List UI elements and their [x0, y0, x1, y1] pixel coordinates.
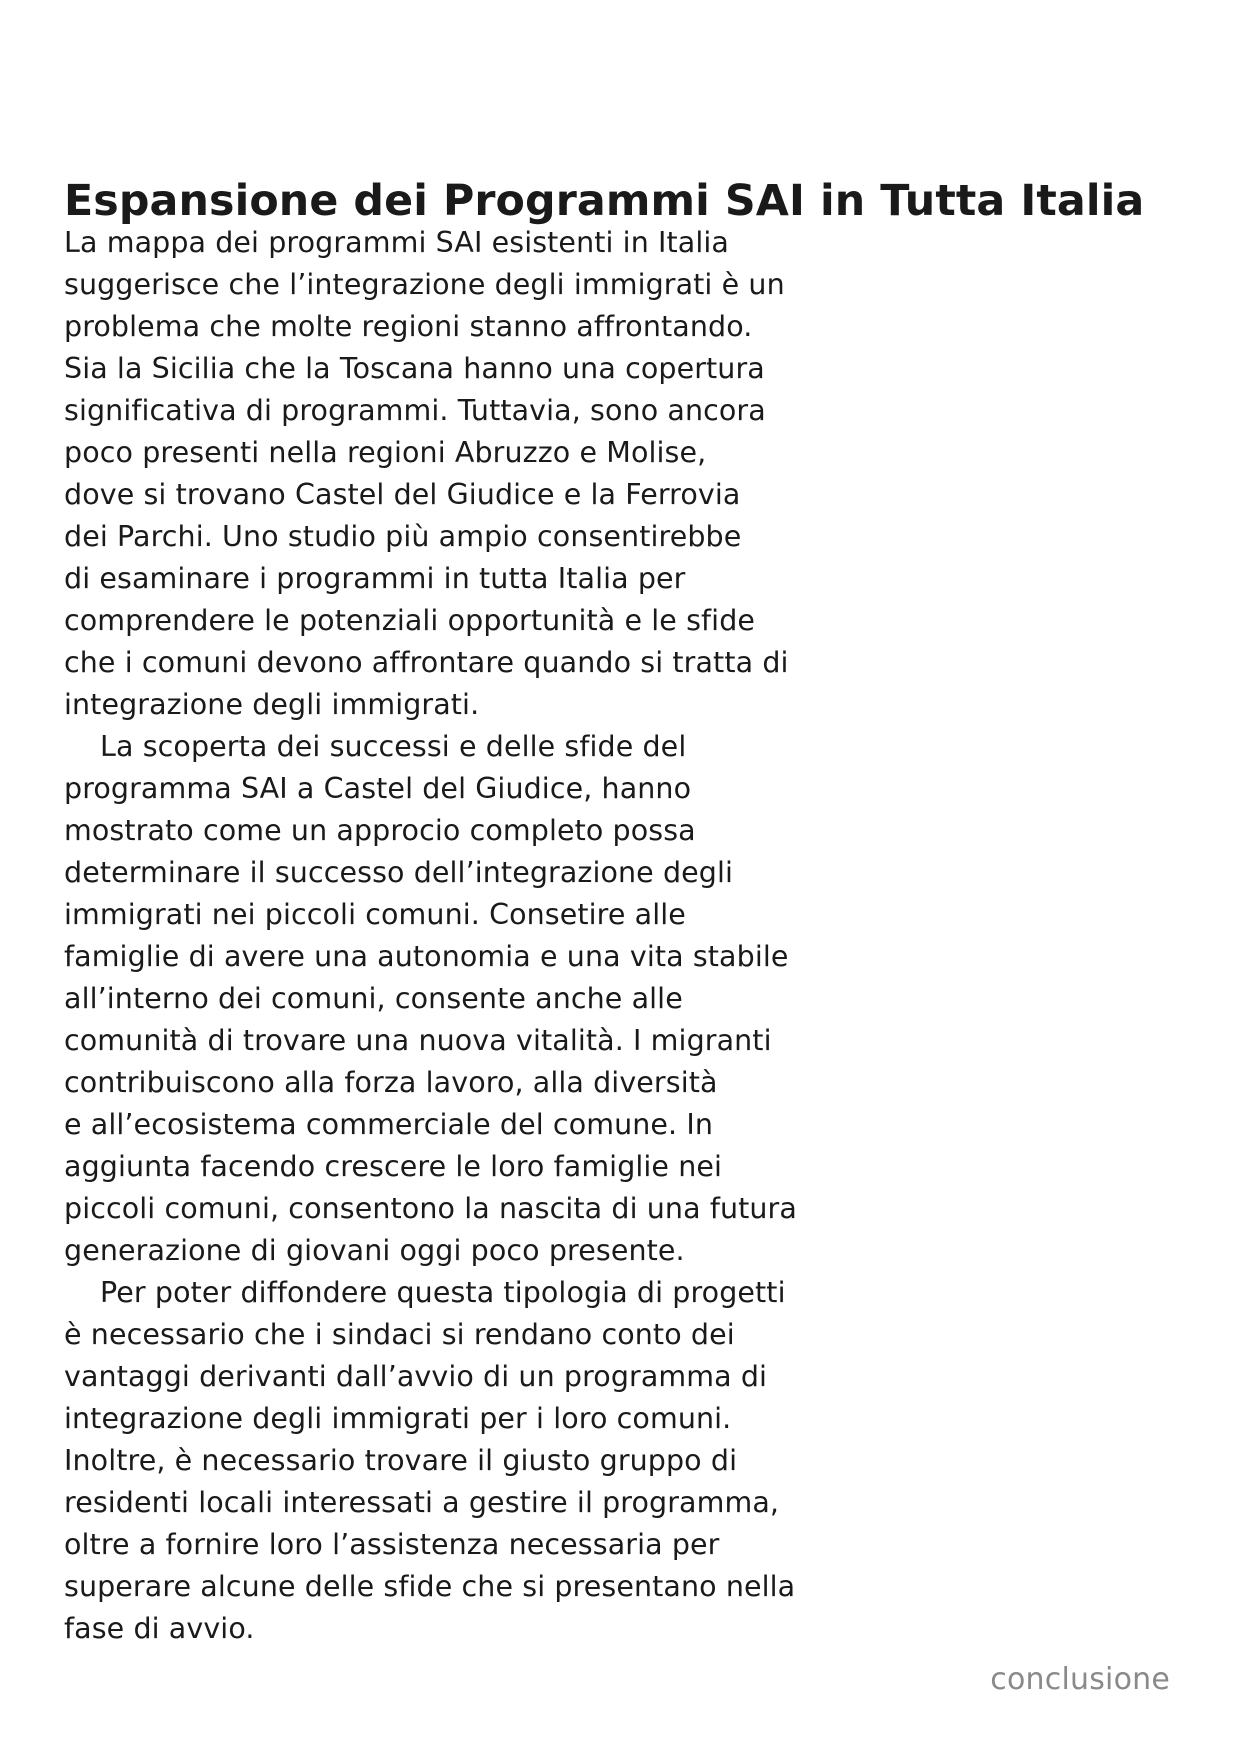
text-line: all’interno dei comuni, consente anche alle [64, 982, 683, 1015]
text-line: significativa di programmi. Tuttavia, sono ancora [64, 394, 766, 427]
text-line: e all’ecosistema commerciale del comune. In [64, 1108, 714, 1141]
text-line: comprendere le potenziali opportunità e le sfide [64, 604, 756, 637]
text-line: dove si trovano Castel del Giudice e la Ferrovia [64, 478, 741, 511]
text-line: residenti locali interessati a gestire il programma, [64, 1486, 780, 1519]
text-line: Sia la Sicilia che la Toscana hanno una copertura [64, 352, 765, 385]
text-line: integrazione degli immigrati. [64, 688, 480, 721]
text-line: comunità di trovare una nuova vitalità. I migranti [64, 1024, 772, 1057]
text-line: aggiunta facendo crescere le loro famiglie nei [64, 1150, 723, 1183]
paragraph-1 [64, 222, 824, 726]
text-line: è necessario che i sindaci si rendano conto dei [64, 1318, 735, 1351]
paragraph-2 [64, 726, 824, 1272]
text-line: suggerisce che l’integrazione degli immigrati è un [64, 268, 785, 301]
text-line: vantaggi derivanti dall’avvio di un programma di [64, 1360, 768, 1393]
text-line: superare alcune delle sfide che si presentano nella [64, 1570, 796, 1603]
text-line: che i comuni devono affrontare quando si tratta di [64, 646, 789, 679]
section-label: conclusione [990, 1662, 1170, 1697]
text-line: dei Parchi. Uno studio più ampio consentirebbe [64, 520, 742, 553]
text-line: programma SAI a Castel del Giudice, hanno [64, 772, 692, 805]
text-line: Per poter diffondere questa tipologia di progetti [100, 1276, 786, 1309]
text-line: La mappa dei programmi SAI esistenti in Italia [64, 226, 729, 259]
section-heading: Espansione dei Programmi SAI in Tutta Italia [64, 176, 1145, 226]
text-line: immigrati nei piccoli comuni. Consetire alle [64, 898, 686, 931]
text-line: poco presenti nella regioni Abruzzo e Molise, [64, 436, 707, 469]
text-line: La scoperta dei successi e delle sfide del [100, 730, 687, 763]
text-line: determinare il successo dell’integrazione degli [64, 856, 734, 889]
text-line: Inoltre, è necessario trovare il giusto gruppo di [64, 1444, 738, 1477]
text-line: piccoli comuni, consentono la nascita di una futura [64, 1192, 797, 1225]
text-line: di esaminare i programmi in tutta Italia per [64, 562, 686, 595]
text-line: fase di avvio. [64, 1612, 255, 1645]
body-text [64, 176, 1145, 1650]
paragraph-3 [64, 1272, 824, 1650]
text-line: generazione di giovani oggi poco presente. [64, 1234, 685, 1267]
text-line: famiglie di avere una autonomia e una vita stabile [64, 940, 789, 973]
text-line: contribuiscono alla forza lavoro, alla diversità [64, 1066, 718, 1099]
text-line: oltre a fornire loro l’assistenza necessaria per [64, 1528, 720, 1561]
text-line: problema che molte regioni stanno affrontando. [64, 310, 753, 343]
text-line: mostrato come un approcio completo possa [64, 814, 696, 847]
text-line: integrazione degli immigrati per i loro comuni. [64, 1402, 732, 1435]
